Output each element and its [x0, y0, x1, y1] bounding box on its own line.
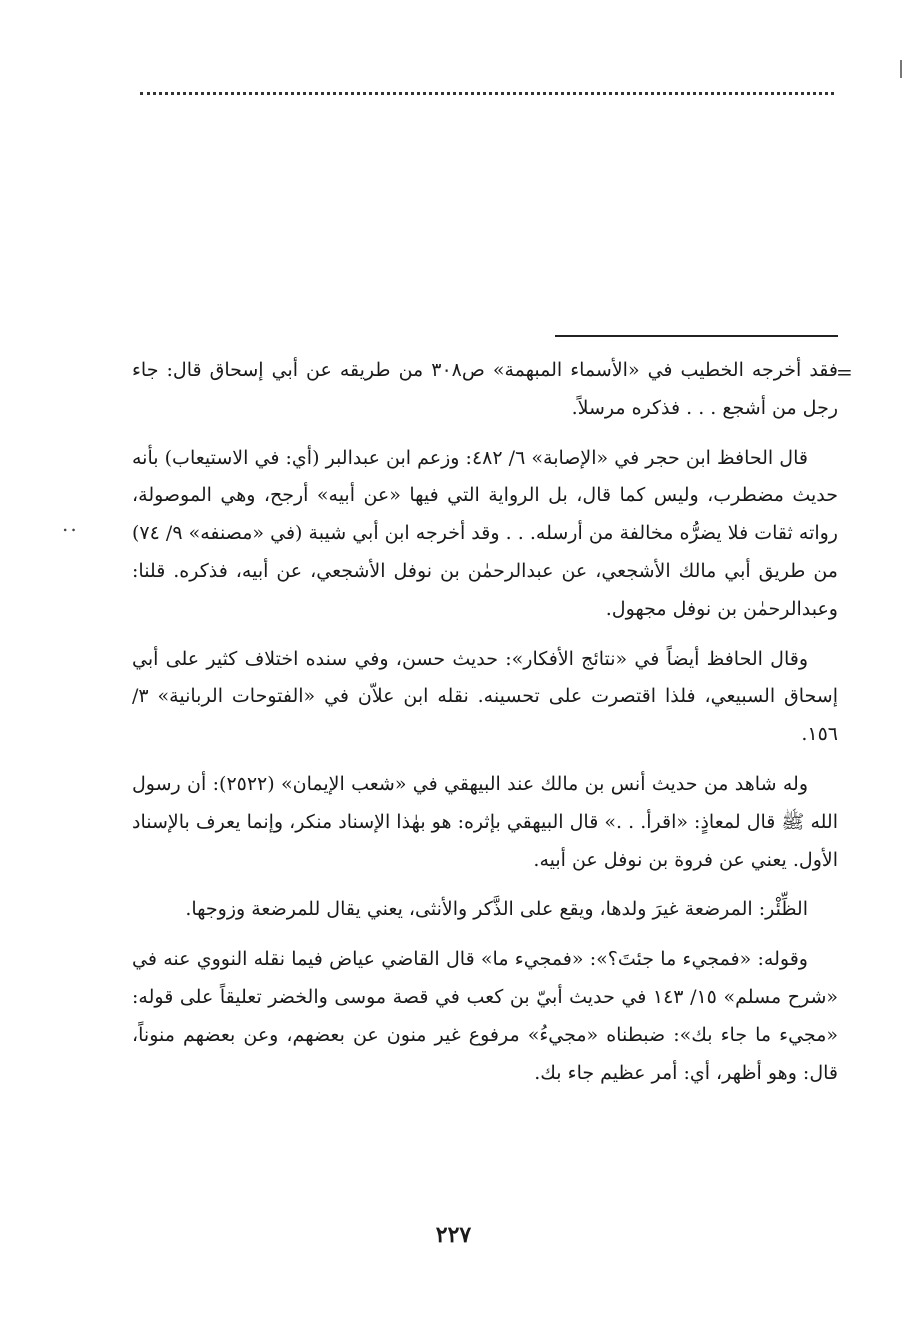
footnote-rule	[555, 335, 838, 337]
page-number: ٢٢٧	[435, 1222, 472, 1248]
footnote-paragraph: وقوله: «فمجيء ما جئتَ؟»: «فمجيء ما» قال القاضي عياض فيما نقله النووي عنه في «شرح مسلم» ١٥/ ١٤٣ في حديث أبيّ بن كعب في قصة موسى والخضر تعليقاً على قوله: «مجيء ما جاء بك»: ضبطناه «مجيءُ» مرفوع غير منون عن بعضهم، وعن بعضهم منوناً، قال: وهو أظهر، أي: أمر عظيم جاء بك.	[132, 948, 838, 1084]
footnotes-block	[132, 352, 838, 1104]
footnote-paragraph: وله شاهد من حديث أنس بن مالك عند البيهقي في «شعب الإيمان» (٢٥٢٢): أن رسول الله ﷺ قال لمعاذٍ: «اقرأ. . .» قال البيهقي بإثره: هو بهٰذا الإسناد منكر، وإنما يعرف بالإسناد الأول. يعني عن فروة بن نوفل عن أبيه.	[132, 772, 838, 871]
margin-dots: ..	[62, 512, 79, 536]
footnote-paragraph: الظِّئْر: المرضعة غيرَ ولدها، ويقع على الذَّكر والأنثى، يعني يقال للمرضعة وزوجها.	[185, 898, 808, 921]
footnote-paragraph: فقد أخرجه الخطيب في «الأسماء المبهمة» ص٣٠٨ من طريقه عن أبي إسحاق قال: جاء رجل من أشجع . . . فذكره مرسلاً.	[132, 359, 838, 419]
footnote-paragraph: قال الحافظ ابن حجر في «الإصابة» ٦/ ٤٨٢: وزعم ابن عبدالبر (أي: في الاستيعاب) بأنه حديث مضطرب، وليس كما قال، بل الرواية التي فيها «عن أبيه» أرجح، وهي الموصولة، رواته ثقات فلا يضرُّه مخالفة من أرسله. . . وقد أخرجه ابن أبي شيبة (في «مصنفه» ٩/ ٧٤) من طريق أبي مالك الأشجعي، عن عبدالرحمٰن بن نوفل الأشجعي، عن أبيه، فذكره. قلنا: وعبدالرحمٰن بن نوفل مجهول.	[132, 446, 838, 620]
footnote-paragraph: وقال الحافظ أيضاً في «نتائج الأفكار»: حديث حسن، وفي سنده اختلاف كثير على أبي إسحاق السبيعي، فلذا اقتصرت على تحسينه. نقله ابن علاّن في «الفتوحات الربانية» ٣/ ١٥٦.	[132, 647, 838, 746]
dotted-separator	[140, 92, 834, 95]
continuation-mark: =	[836, 360, 853, 384]
margin-mark	[900, 60, 902, 78]
